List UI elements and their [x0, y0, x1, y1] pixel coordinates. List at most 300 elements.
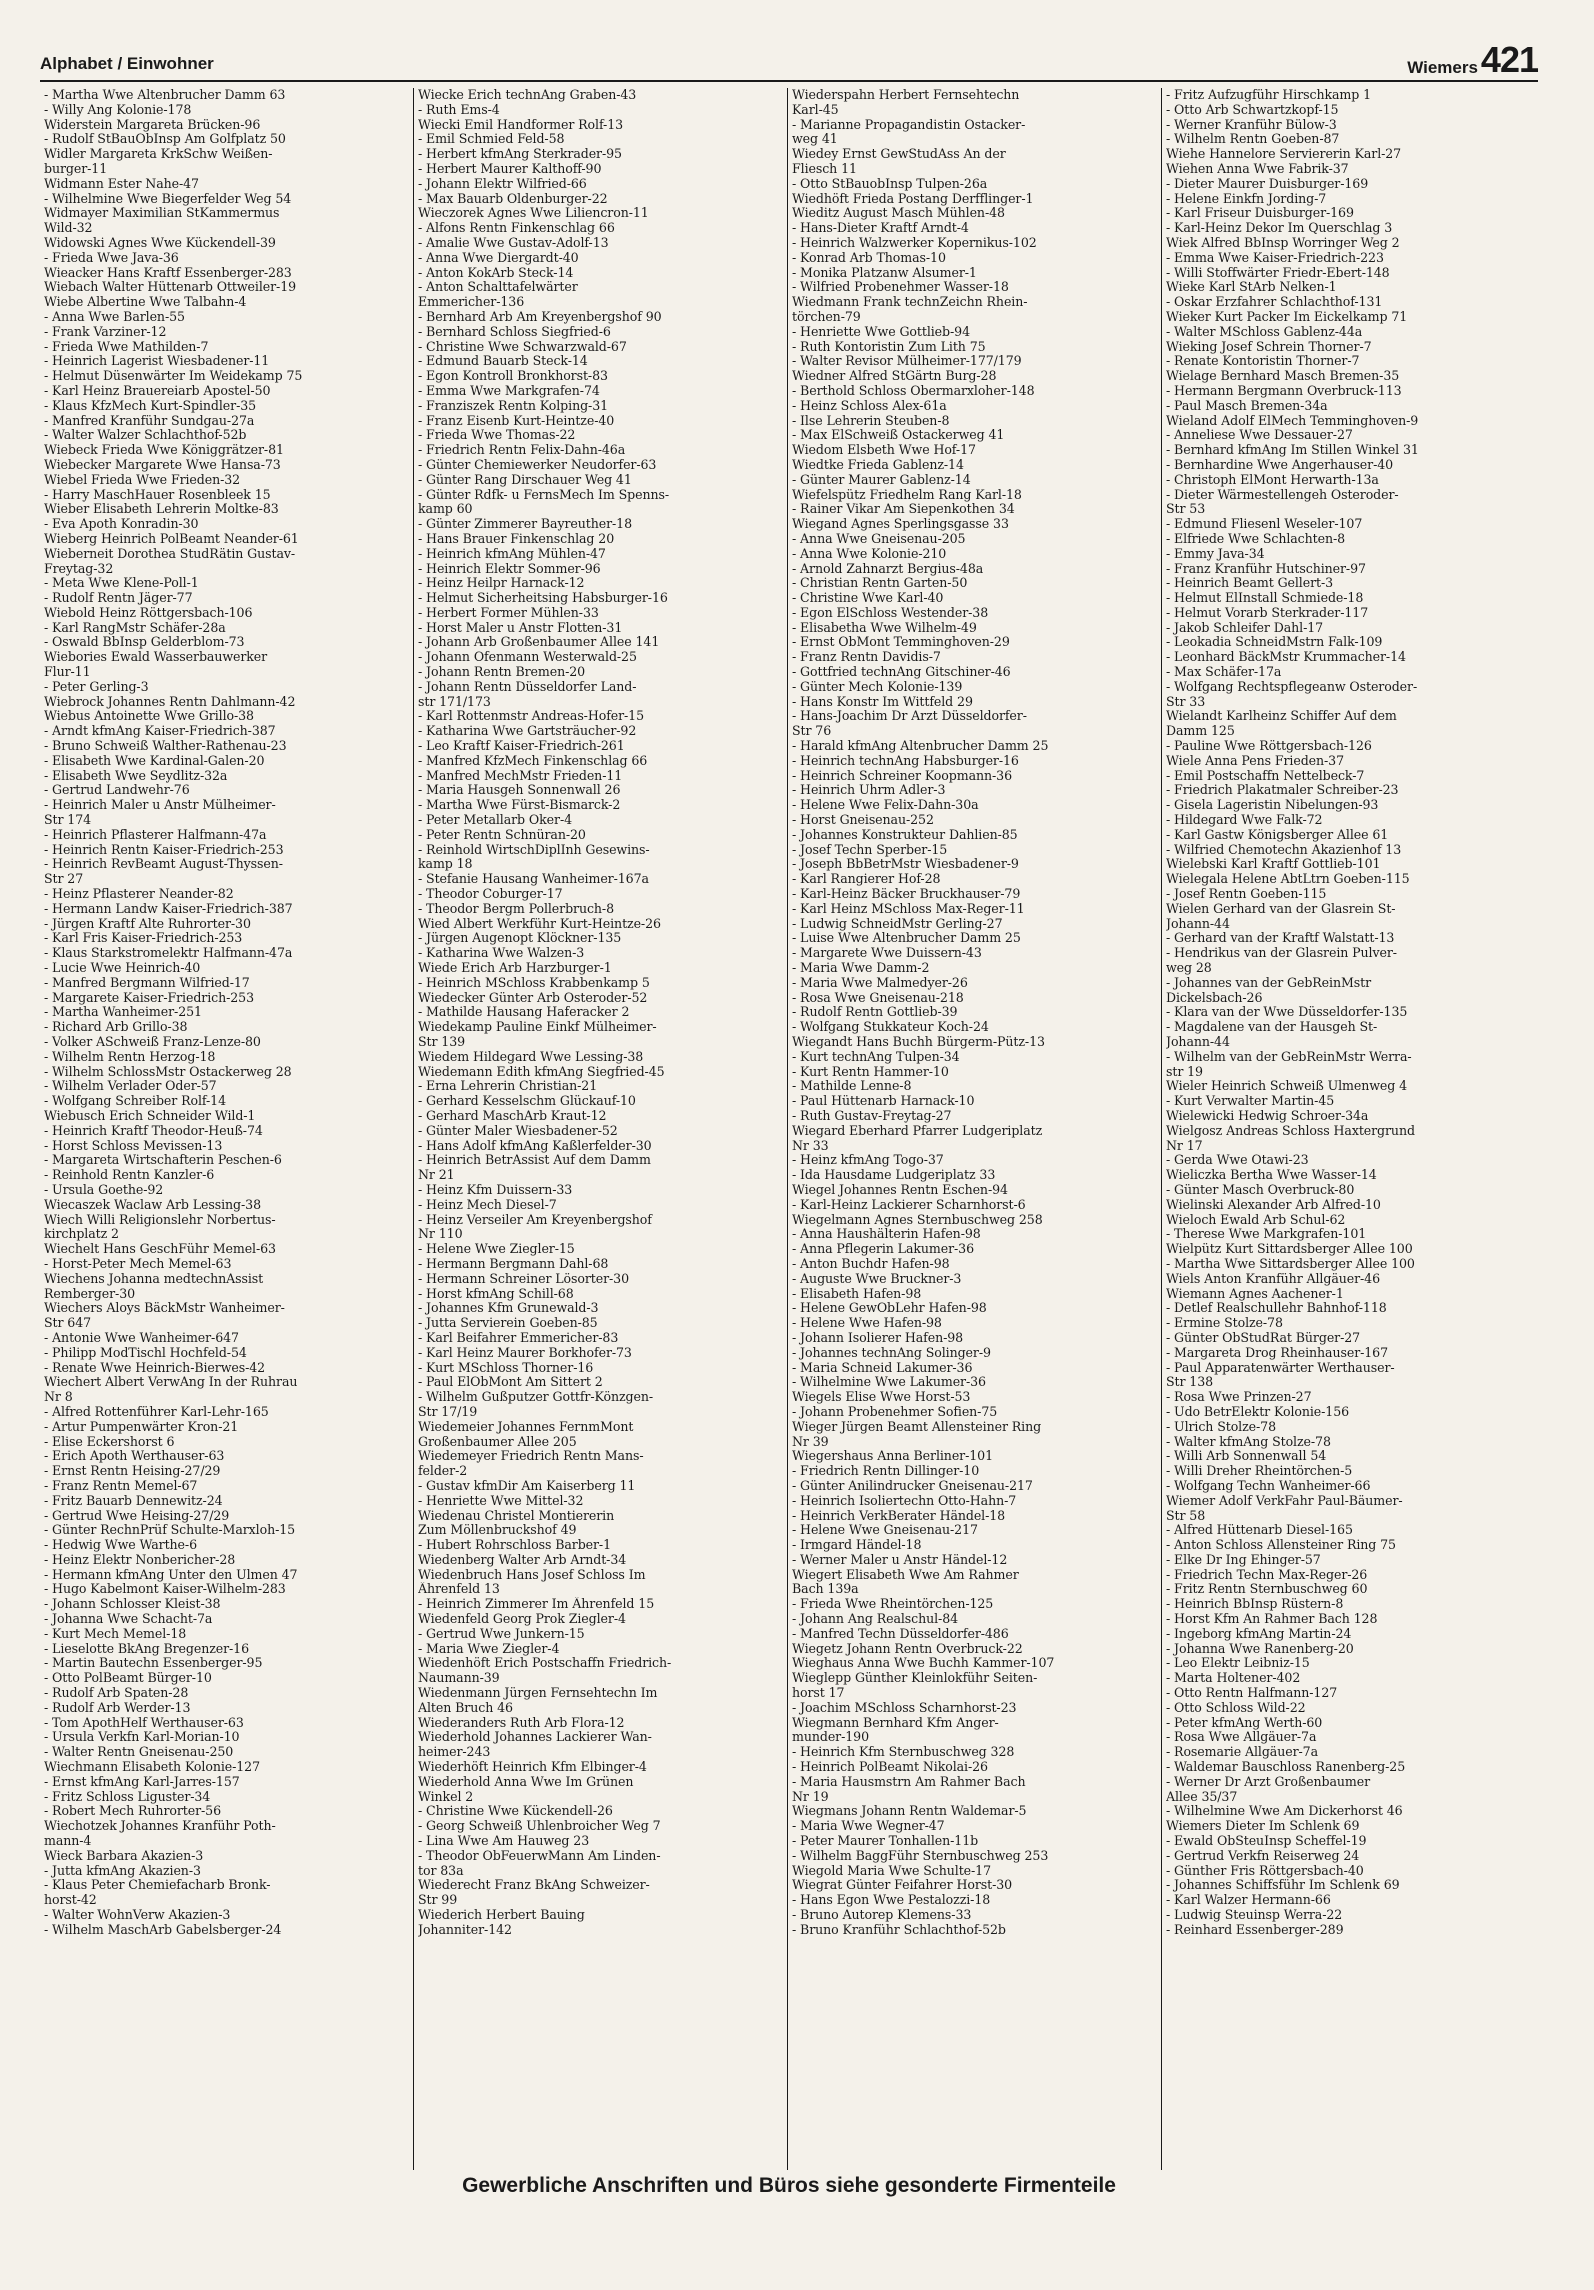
directory-entry: - Egon Kontroll Bronkhorst-83 — [418, 369, 608, 384]
directory-entry: Wieczorek Agnes Wwe Liliencron-11 — [418, 206, 649, 221]
directory-entry: - Karl Heinz Brauereiarb Apostel-50 — [44, 383, 271, 398]
directory-entry: - Werner Maler u Anstr Händel-12 — [792, 1552, 1008, 1567]
directory-entry: - Ulrich Stolze-78 — [1166, 1419, 1276, 1434]
directory-entry: tor 83a — [418, 1863, 464, 1878]
directory-entry: Wiecaszek Waclaw Arb Lessing-38 — [44, 1197, 261, 1212]
directory-entry: - Horst-Peter Mech Memel-63 — [44, 1256, 232, 1271]
directory-entry: - Herbert Former Mühlen-33 — [418, 605, 599, 620]
directory-entry: - Heinrich technAng Habsburger-16 — [792, 753, 1019, 768]
directory-entry: - Günter ObStudRat Bürger-27 — [1166, 1330, 1361, 1345]
directory-entry: - Wolfgang Techn Wanheimer-66 — [1166, 1478, 1371, 1493]
directory-entry: Nr 39 — [792, 1434, 829, 1449]
directory-entry: horst 17 — [792, 1686, 845, 1701]
directory-entry: Wieditz August Masch Mühlen-48 — [792, 206, 1005, 221]
directory-entry: Wiebe Albertine Wwe Talbahn-4 — [44, 295, 247, 310]
directory-entry: - Wilhelm van der GebReinMstr Werra- — [1166, 1049, 1412, 1064]
section-title: Alphabet / Einwohner — [40, 54, 214, 73]
directory-entry: - Rosa Wwe Allgäuer-7a — [1166, 1730, 1317, 1745]
directory-entry: - Volker ASchweiß Franz-Lenze-80 — [44, 1035, 261, 1049]
directory-entry: Wiede Erich Arb Harzburger-1 — [418, 961, 612, 976]
directory-entry: Wiebach Walter Hüttenarb Ottweiler-19 — [44, 280, 297, 295]
directory-entry: - Franz Eisenb Kurt-Heintze-40 — [418, 413, 615, 428]
directory-entry: - Peter Gerling-3 — [44, 679, 149, 694]
directory-entry: - Karl Rangierer Hof-28 — [792, 872, 941, 887]
directory-entry: - Johanna Wwe Ranenberg-20 — [1166, 1641, 1354, 1656]
directory-entry: - Heinrich BbInsp Rüstern-8 — [1166, 1597, 1344, 1612]
directory-entry: - Udo BetrElektr Kolonie-156 — [1166, 1404, 1350, 1419]
directory-entry: Wiederich Herbert Bauing — [418, 1908, 585, 1923]
directory-entry: - Willi Dreher Rheintörchen-5 — [1166, 1464, 1353, 1479]
directory-entry: - Walter Walzer Schlachthof-52b — [44, 428, 247, 443]
directory-entry: - Heinrich Kraftf Theodor-Heuß-74 — [44, 1123, 263, 1138]
directory-entry: - Maria Wwe Malmedyer-26 — [792, 975, 968, 990]
directory-entry: Wiebusch Erich Schneider Wild-1 — [44, 1108, 256, 1123]
directory-entry: - Walter MSchloss Gablenz-44a — [1166, 324, 1363, 339]
directory-entry: Wied Albert Werkführ Kurt-Heintze-26 — [418, 916, 661, 931]
directory-entry: - Johann Rentn Düsseldorfer Land- — [418, 679, 637, 694]
directory-entry: Wiech Willi Religionslehr Norbertus- — [44, 1212, 276, 1227]
directory-entry: - Helene Wwe Ziegler-15 — [418, 1242, 575, 1257]
directory-entry: - Erich Apoth Werthauser-63 — [44, 1449, 225, 1464]
directory-entry: mann-4 — [44, 1834, 92, 1849]
directory-entry: - Pauline Wwe Röttgersbach-126 — [1166, 739, 1372, 754]
directory-entry: - Bruno Schweiß Walther-Rathenau-23 — [44, 739, 287, 754]
directory-entry: Wiedenberg Walter Arb Arndt-34 — [418, 1552, 627, 1567]
directory-entry: Wiedenfeld Georg Prok Ziegler-4 — [418, 1612, 626, 1627]
directory-entry: Wiedner Alfred StGärtn Burg-28 — [792, 369, 997, 384]
directory-entry: - Maria Wwe Wegner-47 — [792, 1819, 945, 1834]
directory-entry: - Christine Wwe Karl-40 — [792, 591, 944, 606]
directory-entry: Ährenfeld 13 — [418, 1582, 500, 1597]
directory-entry: - Ilse Lehrerin Steuben-8 — [792, 413, 950, 428]
column-1 — [40, 88, 414, 2170]
directory-entry: - Margarete Kaiser-Friedrich-253 — [44, 990, 254, 1005]
directory-entry: Wieber Elisabeth Lehrerin Moltke-83 — [44, 502, 279, 517]
directory-entry: - Horst Kfm An Rahmer Bach 128 — [1166, 1612, 1378, 1627]
directory-entry: - Lucie Wwe Heinrich-40 — [44, 961, 201, 976]
directory-entry: - Gottfried technAng Gitschiner-46 — [792, 665, 1011, 680]
directory-entry: Wielinski Alexander Arb Alfred-10 — [1166, 1197, 1381, 1212]
directory-entry: Allee 35/37 — [1166, 1789, 1238, 1804]
directory-entry: - Dieter Wärmestellengeh Osteroder- — [1166, 487, 1399, 502]
directory-entry: - Herbert Maurer Kalthoff-90 — [418, 161, 602, 176]
directory-entry: - Martha Wwe Altenbrucher Damm 63 — [44, 88, 286, 102]
column-4 — [1162, 88, 1536, 2170]
directory-entry: - Theodor Coburger-17 — [418, 887, 563, 902]
directory-entry: Wiebrock Johannes Rentn Dahlmann-42 — [44, 694, 296, 709]
directory-entry: - Helene Wwe Gneisenau-217 — [792, 1523, 978, 1538]
directory-entry: - Leo Elektr Leibniz-15 — [1166, 1656, 1310, 1671]
directory-entry: - Wilhelm Verlader Oder-57 — [44, 1079, 217, 1094]
directory-entry: törchen-79 — [792, 309, 861, 324]
directory-entry: - Franz Rentn Davidis-7 — [792, 650, 941, 665]
directory-entry: - Philipp ModTischl Hochfeld-54 — [44, 1345, 247, 1360]
directory-entry: - Kurt technAng Tulpen-34 — [792, 1049, 960, 1064]
directory-entry: - Herbert kfmAng Sterkrader-95 — [418, 147, 622, 162]
directory-entry: Wiedekamp Pauline Einkf Mülheimer- — [418, 1020, 657, 1035]
directory-entry: Wieke Karl StArb Nelken-1 — [1166, 280, 1337, 295]
directory-entry: weg 28 — [1166, 961, 1212, 976]
directory-entry: - Johann Isolierer Hafen-98 — [792, 1330, 964, 1345]
directory-entry: Wiefelspütz Friedhelm Rang Karl-18 — [792, 487, 1022, 502]
directory-entry: - Heinz Elektr Nonbericher-28 — [44, 1552, 236, 1567]
directory-entry: - Johann Rentn Bremen-20 — [418, 665, 586, 680]
directory-entry: - Henriette Wwe Mittel-32 — [418, 1493, 584, 1508]
directory-entry: - Harald kfmAng Altenbrucher Damm 25 — [792, 739, 1049, 754]
directory-entry: - Hubert Rohrschloss Barber-1 — [418, 1538, 611, 1553]
directory-entry: Str 27 — [44, 872, 84, 887]
directory-entry: - Edmund Fliesenl Weseler-107 — [1166, 517, 1363, 532]
directory-entry: - Anna Pflegerin Lakumer-36 — [792, 1242, 974, 1257]
directory-entry: munder-190 — [792, 1730, 869, 1745]
directory-entry: - Helmut ElInstall Schmiede-18 — [1166, 591, 1364, 606]
directory-entry: - Luise Wwe Altenbrucher Damm 25 — [792, 931, 1021, 946]
directory-entry: Wieacker Hans Kraftf Essenberger-283 — [44, 265, 292, 280]
directory-entry: - Jutta kfmAng Akazien-3 — [44, 1863, 201, 1878]
directory-entry: Str 99 — [418, 1893, 458, 1908]
directory-entry: - Emma Wwe Kaiser-Friedrich-223 — [1166, 250, 1384, 265]
directory-entry: Wiegandt Hans Buchh Bürgerm-Pütz-13 — [792, 1035, 1045, 1049]
directory-entry: - Maria Hausmstrn Am Rahmer Bach — [792, 1774, 1026, 1789]
directory-entry: Wieck Barbara Akazien-3 — [44, 1848, 204, 1863]
directory-entry: - Ruth Gustav-Freytag-27 — [792, 1108, 952, 1123]
directory-entry: - Wolfgang Rechtspflegeanw Osteroder- — [1166, 679, 1418, 694]
directory-entry: Wiek Alfred BbInsp Worringer Weg 2 — [1166, 235, 1400, 250]
directory-entry: - Theodor Bergm Pollerbruch-8 — [418, 901, 615, 916]
directory-entry: - Otto Arb Schwartzkopf-15 — [1166, 102, 1339, 117]
directory-entry: - Manfred Kranführ Sundgau-27a — [44, 413, 255, 428]
directory-entry: - Bernhardine Wwe Angerhauser-40 — [1166, 457, 1394, 472]
directory-entry: - Ursula Goethe-92 — [44, 1182, 164, 1197]
directory-entry: kamp 18 — [418, 857, 473, 872]
directory-entry: - Heinrich kfmAng Mühlen-47 — [418, 546, 606, 561]
directory-entry: - Johann Arb Großenbaumer Allee 141 — [418, 635, 660, 650]
directory-entry: - Max Bauarb Oldenburger-22 — [418, 191, 608, 206]
directory-entry: - Kurt MSchloss Thorner-16 — [418, 1360, 594, 1375]
directory-entry: - Ruth Ems-4 — [418, 102, 500, 117]
directory-entry: str 19 — [1166, 1064, 1203, 1079]
directory-entry: - Frank Varziner-12 — [44, 324, 167, 339]
directory-entry: Wiemer Adolf VerkFahr Paul-Bäumer- — [1166, 1493, 1403, 1508]
directory-entry: Wiegels Elise Wwe Horst-53 — [792, 1390, 971, 1405]
directory-entry: Wiedemeier Johannes FernmMont — [418, 1419, 634, 1434]
directory-entry: - Gisela Lageristin Nibelungen-93 — [1166, 798, 1379, 813]
directory-entry: - Karl Gastw Königsberger Allee 61 — [1166, 827, 1389, 842]
directory-entry: - Jutta Servierein Goeben-85 — [418, 1316, 598, 1331]
directory-entry: - Erna Lehrerin Christian-21 — [418, 1079, 598, 1094]
directory-entry: - Karl-Heinz Dekor Im Querschlag 3 — [1166, 221, 1393, 236]
directory-entry: - Maria Wwe Ziegler-4 — [418, 1641, 560, 1656]
directory-entry: - Fritz Schloss Liguster-34 — [44, 1789, 211, 1804]
directory-entry: - Irmgard Händel-18 — [792, 1538, 922, 1553]
directory-entry: - Klara van der Wwe Düsseldorfer-135 — [1166, 1005, 1408, 1020]
directory-entry: - Gerda Wwe Otawi-23 — [1166, 1153, 1309, 1168]
directory-entry: - Margareta Drog Rheinhauser-167 — [1166, 1345, 1389, 1360]
directory-entry: - Lieselotte BkAng Bregenzer-16 — [44, 1641, 250, 1656]
directory-entry: - Günter Rang Dirschauer Weg 41 — [418, 472, 632, 487]
directory-entry: - Hans-Dieter Kraftf Arndt-4 — [792, 221, 969, 236]
directory-entry: Bach 139a — [792, 1582, 859, 1597]
directory-entry: Wiedom Elsbeth Wwe Hof-17 — [792, 443, 976, 458]
directory-entry: - Detlef Realschullehr Bahnhof-118 — [1166, 1301, 1387, 1316]
directory-entry: - Ida Hausdame Ludgeriplatz 33 — [792, 1168, 996, 1183]
directory-entry: kamp 60 — [418, 502, 473, 517]
directory-columns — [40, 88, 1538, 2170]
directory-entry: - Paul Hüttenarb Harnack-10 — [792, 1094, 975, 1109]
directory-entry: - Gustav kfmDir Am Kaiserberg 11 — [418, 1478, 636, 1493]
directory-entry: - Hans Konstr Im Wittfeld 29 — [792, 694, 973, 709]
directory-entry: - Heinrich Zimmerer Im Ährenfeld 15 — [418, 1597, 655, 1612]
directory-entry: - Heinrich VerkBerater Händel-18 — [792, 1508, 1006, 1523]
directory-entry: Wiedtke Frieda Gablenz-14 — [792, 457, 964, 472]
directory-entry: Freytag-32 — [44, 561, 114, 576]
directory-entry: Wieghaus Anna Wwe Buchh Kammer-107 — [792, 1656, 1055, 1671]
directory-entry: - Anna Wwe Gneisenau-205 — [792, 531, 966, 546]
directory-entry: - Rudolf Rentn Jäger-77 — [44, 591, 193, 606]
directory-entry: - Ernst kfmAng Karl-Jarres-157 — [44, 1774, 240, 1789]
directory-entry: - Wilhelm Rentn Goeben-87 — [1166, 132, 1340, 147]
directory-entry: - Heinrich PolBeamt Nikolai-26 — [792, 1760, 988, 1775]
directory-entry: Wiegershaus Anna Berliner-101 — [792, 1449, 993, 1464]
directory-entry: Wiechert Albert VerwAng In der Ruhrau — [44, 1375, 298, 1390]
directory-entry: - Elke Dr Ing Ehinger-57 — [1166, 1552, 1321, 1567]
directory-entry: Wiegand Agnes Sperlingsgasse 33 — [792, 517, 1009, 532]
directory-entry: - Bernhard Arb Am Kreyenbergshof 90 — [418, 309, 662, 324]
directory-entry: - Manfred MechMstr Frieden-11 — [418, 768, 623, 783]
directory-entry: - Wolfgang Stukkateur Koch-24 — [792, 1020, 989, 1035]
directory-entry: - Anneliese Wwe Dessauer-27 — [1166, 428, 1353, 443]
directory-entry: - Rosa Wwe Prinzen-27 — [1166, 1390, 1312, 1405]
directory-entry: - Ernst Rentn Heising-27/29 — [44, 1464, 221, 1479]
directory-entry: - Günther Fris Röttgersbach-40 — [1166, 1863, 1364, 1878]
directory-entry: Wiedhöft Frieda Postang Derfflinger-1 — [792, 191, 1034, 206]
directory-entry: - Peter Maurer Tonhallen-11b — [792, 1834, 979, 1849]
directory-entry: - Katharina Wwe Walzen-3 — [418, 946, 585, 961]
directory-entry: - Elisabetha Wwe Wilhelm-49 — [792, 620, 977, 635]
directory-entry: - Konrad Arb Thomas-10 — [792, 250, 946, 265]
directory-entry: - Franz Kranführ Hutschiner-97 — [1166, 561, 1366, 576]
directory-entry: - Heinrich Kfm Sternbuschweg 328 — [792, 1745, 1015, 1760]
directory-entry: - Bruno Kranführ Schlachthof-52b — [792, 1922, 1006, 1937]
directory-entry: - Katharina Wwe Gartsträucher-92 — [418, 724, 637, 739]
directory-entry: - Heinrich Lagerist Wiesbadener-11 — [44, 354, 270, 369]
directory-entry: - Emil Postschaffn Nettelbeck-7 — [1166, 768, 1365, 783]
directory-entry: - Hugo Kabelmont Kaiser-Wilhelm-283 — [44, 1582, 286, 1597]
directory-entry: Wiegrat Günter Feifahrer Horst-30 — [792, 1878, 1013, 1893]
directory-entry: - Josef Techn Sperber-15 — [792, 842, 948, 857]
directory-entry: - Rosa Wwe Gneisenau-218 — [792, 990, 964, 1005]
directory-entry: Wiels Anton Kranführ Allgäuer-46 — [1166, 1271, 1380, 1286]
directory-entry: - Heinrich Rentn Kaiser-Friedrich-253 — [44, 842, 284, 857]
directory-entry: - Wolfgang Schreiber Rolf-14 — [44, 1094, 226, 1109]
directory-entry: Fliesch 11 — [792, 161, 857, 176]
directory-entry: - Renate Kontoristin Thorner-7 — [1166, 354, 1360, 369]
directory-entry: - Helene GewObLehr Hafen-98 — [792, 1301, 987, 1316]
directory-entry: - Joachim MSchloss Scharnhorst-23 — [792, 1700, 1017, 1715]
directory-entry: - Martha Wwe Fürst-Bismarck-2 — [418, 798, 621, 813]
directory-entry: - Walter WohnVerw Akazien-3 — [44, 1908, 231, 1923]
directory-entry: Emmericher-136 — [418, 295, 525, 310]
directory-entry: - Maria Schneid Lakumer-36 — [792, 1360, 973, 1375]
directory-entry: Wiebecker Margarete Wwe Hansa-73 — [44, 457, 281, 472]
directory-entry: - Antonie Wwe Wanheimer-647 — [44, 1330, 239, 1345]
directory-entry: Naumann-39 — [418, 1671, 500, 1686]
directory-entry: - Fritz Rentn Sternbuschweg 60 — [1166, 1582, 1368, 1597]
page-header — [40, 28, 1538, 82]
directory-entry: Wiederspahn Herbert Fernsehtechn — [792, 88, 1020, 102]
directory-entry: - Wilhelmine Wwe Biegerfelder Weg 54 — [44, 191, 292, 206]
directory-entry: - Johannes Kfm Grunewald-3 — [418, 1301, 599, 1316]
directory-entry: - Horst kfmAng Schill-68 — [418, 1286, 574, 1301]
directory-entry: - Karl Friseur Duisburger-169 — [1166, 206, 1354, 221]
directory-entry: str 171/173 — [418, 694, 491, 709]
directory-entry: Wielewicki Hedwig Schroer-34a — [1166, 1108, 1369, 1123]
directory-entry: - Joseph BbBetrMstr Wiesbadener-9 — [792, 857, 1019, 872]
directory-entry: - Günter Maurer Gablenz-14 — [792, 472, 971, 487]
directory-entry: Wiebeck Frieda Wwe Königgrätzer-81 — [44, 443, 284, 458]
directory-entry: - Anna Wwe Barlen-55 — [44, 309, 185, 324]
directory-entry: - Ewald ObSteuInsp Scheffel-19 — [1166, 1834, 1367, 1849]
directory-entry: - Christine Wwe Schwarzwald-67 — [418, 339, 627, 354]
directory-entry: - Hermann kfmAng Unter den Ulmen 47 — [44, 1567, 298, 1582]
directory-entry: Wiecke Erich technAng Graben-43 — [418, 88, 637, 102]
directory-entry: - Stefanie Hausang Wanheimer-167a — [418, 872, 649, 887]
directory-entry: - Johann Ang Realschul-84 — [792, 1612, 959, 1627]
directory-entry: - Heinz Heilpr Harnack-12 — [418, 576, 585, 591]
page-number: 421 — [1480, 39, 1538, 80]
directory-entry: Nr 8 — [44, 1390, 73, 1405]
directory-entry: - Ludwig SchneidMstr Gerling-27 — [792, 916, 1003, 931]
directory-entry: - Renate Wwe Heinrich-Bierwes-42 — [44, 1360, 266, 1375]
directory-entry: Wiedmann Frank technZeichn Rhein- — [792, 295, 1028, 310]
directory-entry: Flur-11 — [44, 665, 91, 680]
directory-entry: Winkel 2 — [418, 1789, 474, 1804]
directory-entry: - Bruno Autorep Klemens-33 — [792, 1908, 972, 1923]
directory-entry: - Horst Gneisenau-252 — [792, 813, 934, 828]
directory-entry: - Wilfried Chemotechn Akazienhof 13 — [1166, 842, 1402, 857]
directory-entry: Wiederecht Franz BkAng Schweizer- — [418, 1878, 650, 1893]
directory-entry: - Waldemar Bauschloss Ranenberg-25 — [1166, 1760, 1406, 1775]
directory-entry: - Hans Brauer Finkenschlag 20 — [418, 531, 615, 546]
directory-entry: - Günter Mech Kolonie-139 — [792, 679, 963, 694]
directory-entry: - Amalie Wwe Gustav-Adolf-13 — [418, 235, 609, 250]
directory-entry: Widowski Agnes Wwe Kückendell-39 — [44, 235, 276, 250]
directory-entry: - Tom ApothHelf Werthauser-63 — [44, 1715, 244, 1730]
column-3 — [788, 88, 1162, 2170]
directory-entry: - Günter RechnPrüf Schulte-Marxloh-15 — [44, 1523, 296, 1538]
running-head — [1407, 39, 1538, 80]
directory-entry: - Walter kfmAng Stolze-78 — [1166, 1434, 1331, 1449]
directory-entry: - Georg Schweiß Uhlenbroicher Weg 7 — [418, 1819, 661, 1834]
directory-entry: - Günter Anilindrucker Gneisenau-217 — [792, 1478, 1033, 1493]
directory-entry: - Heinz Schloss Alex-61a — [792, 398, 947, 413]
directory-entry: Wieking Josef Schrein Thorner-7 — [1166, 339, 1372, 354]
directory-entry: - Alfred Hüttenarb Diesel-165 — [1166, 1523, 1353, 1538]
directory-entry: - Peter Metallarb Oker-4 — [418, 813, 573, 828]
directory-entry: Wiegel Johannes Rentn Eschen-94 — [792, 1182, 1008, 1197]
directory-entry: Karl-45 — [792, 102, 839, 117]
directory-entry: Wieger Jürgen Beamt Allensteiner Ring — [792, 1419, 1042, 1434]
directory-entry: - Anton Schalttafelwärter — [418, 280, 578, 295]
directory-entry: - Günter Zimmerer Bayreuther-18 — [418, 517, 632, 532]
directory-entry: Wieland Adolf ElMech Temminghoven-9 — [1166, 413, 1419, 428]
directory-entry: Str 33 — [1166, 694, 1206, 709]
directory-entry: - Rainer Vikar Am Siepenkothen 34 — [792, 502, 1015, 517]
directory-entry: - Bernhard kfmAng Im Stillen Winkel 31 — [1166, 443, 1419, 458]
directory-entry: Wiedem Hildegard Wwe Lessing-38 — [418, 1049, 644, 1064]
directory-entry: Widerstein Margareta Brücken-96 — [44, 117, 261, 132]
directory-entry: - Fritz Aufzugführ Hirschkamp 1 — [1166, 88, 1372, 102]
directory-entry: - Karl-Heinz Lackierer Scharnhorst-6 — [792, 1197, 1026, 1212]
directory-entry: - Oskar Erzfahrer Schlachthof-131 — [1166, 295, 1383, 310]
directory-entry: Wiederhold Anna Wwe Im Grünen — [418, 1774, 634, 1789]
directory-entry: - Gerhard MaschArb Kraut-12 — [418, 1108, 607, 1123]
directory-entry: - Kurt Rentn Hammer-10 — [792, 1064, 949, 1079]
directory-entry: - Johann Öfenmann Westerwald-25 — [418, 650, 637, 665]
directory-entry: - Ernst ObMont Temminghoven-29 — [792, 635, 1010, 650]
directory-entry: - Josef Rentn Goeben-115 — [1166, 887, 1327, 902]
directory-entry: - Willi Stoffwärter Friedr-Ebert-148 — [1166, 265, 1390, 280]
directory-entry: burger-11 — [44, 161, 108, 176]
directory-entry: - Margareta Wirtschafterin Peschen-6 — [44, 1153, 282, 1168]
directory-entry: - Hans-Joachim Dr Arzt Düsseldorfer- — [792, 709, 1027, 724]
directory-entry: - Robert Mech Ruhrorter-56 — [44, 1804, 221, 1819]
directory-entry: Johanniter-142 — [418, 1922, 512, 1937]
directory-entry: - Manfred Techn Düsseldorfer-486 — [792, 1626, 1009, 1641]
directory-entry: - Friedrich Rentn Dillinger-10 — [792, 1464, 980, 1479]
directory-entry: Str 58 — [1166, 1508, 1206, 1523]
directory-entry: - Heinrich Uhrm Adler-3 — [792, 783, 946, 798]
directory-entry: Damm 125 — [1166, 724, 1235, 739]
directory-entry: - Marta Holtener-402 — [1166, 1671, 1301, 1686]
directory-entry: Wieglepp Günther Kleinlokführ Seiten- — [792, 1671, 1038, 1686]
directory-entry: Wiedey Ernst GewStudAss An der — [792, 147, 1006, 162]
directory-entry: Wielegala Helene AbtLtrn Goeben-115 — [1166, 872, 1410, 887]
directory-entry: - Theodor ObFeuerwMann Am Linden- — [418, 1848, 661, 1863]
directory-entry: - Gertrud Wwe Junkern-15 — [418, 1626, 585, 1641]
directory-entry: Wielandt Karlheinz Schiffer Auf dem — [1166, 709, 1397, 724]
directory-entry: - Heinrich Beamt Gellert-3 — [1166, 576, 1334, 591]
running-head-name: Wiemers — [1407, 58, 1478, 77]
directory-entry: Nr 21 — [418, 1168, 455, 1183]
directory-entry: Wiedenbruch Hans Josef Schloss Im — [418, 1567, 646, 1582]
directory-entry: - Leo Kraftf Kaiser-Friedrich-261 — [418, 739, 625, 754]
directory-entry: - Rosemarie Allgäuer-7a — [1166, 1745, 1318, 1760]
directory-entry: - Maria Hausgeh Sonnenwall 26 — [418, 783, 621, 798]
directory-entry: - Margarete Wwe Duissern-43 — [792, 946, 982, 961]
directory-entry: Wiecki Emil Handformer Rolf-13 — [418, 117, 624, 132]
directory-entry: - Johann Elektr Wilfried-66 — [418, 176, 587, 191]
directory-entry: Wiele Anna Pens Frieden-37 — [1166, 753, 1344, 768]
directory-entry: - Karl Rottenmstr Andreas-Hofer-15 — [418, 709, 645, 724]
directory-entry: - Ludwig Steuinsp Werra-22 — [1166, 1908, 1343, 1923]
directory-entry: - Heinz Kfm Duissern-33 — [418, 1182, 573, 1197]
directory-entry: felder-2 — [418, 1464, 468, 1479]
directory-entry: Wieloch Ewald Arb Schul-62 — [1166, 1212, 1346, 1227]
directory-entry: Wiederhöft Heinrich Kfm Elbinger-4 — [418, 1760, 647, 1775]
directory-entry: - Reinhold Rentn Kanzler-6 — [44, 1168, 215, 1183]
directory-entry: Wieberneit Dorothea StudRätin Gustav- — [44, 546, 296, 561]
directory-entry: Wielebski Karl Kraftf Gottlieb-101 — [1166, 857, 1381, 872]
directory-entry: Str 138 — [1166, 1375, 1214, 1390]
directory-entry: Wiedenmann Jürgen Fernsehtechn Im — [418, 1686, 658, 1701]
directory-entry: Wiehe Hannelore Serviererin Karl-27 — [1166, 147, 1402, 162]
directory-entry: - Werner Dr Arzt Großenbaumer — [1166, 1774, 1371, 1789]
directory-entry: - Rudolf Arb Werder-13 — [44, 1700, 191, 1715]
directory-entry: - Christoph ElMont Herwarth-13a — [1166, 472, 1379, 487]
directory-entry: - Christine Wwe Kückendell-26 — [418, 1804, 613, 1819]
directory-entry: - Heinrich Schreiner Koopmann-36 — [792, 768, 1012, 783]
